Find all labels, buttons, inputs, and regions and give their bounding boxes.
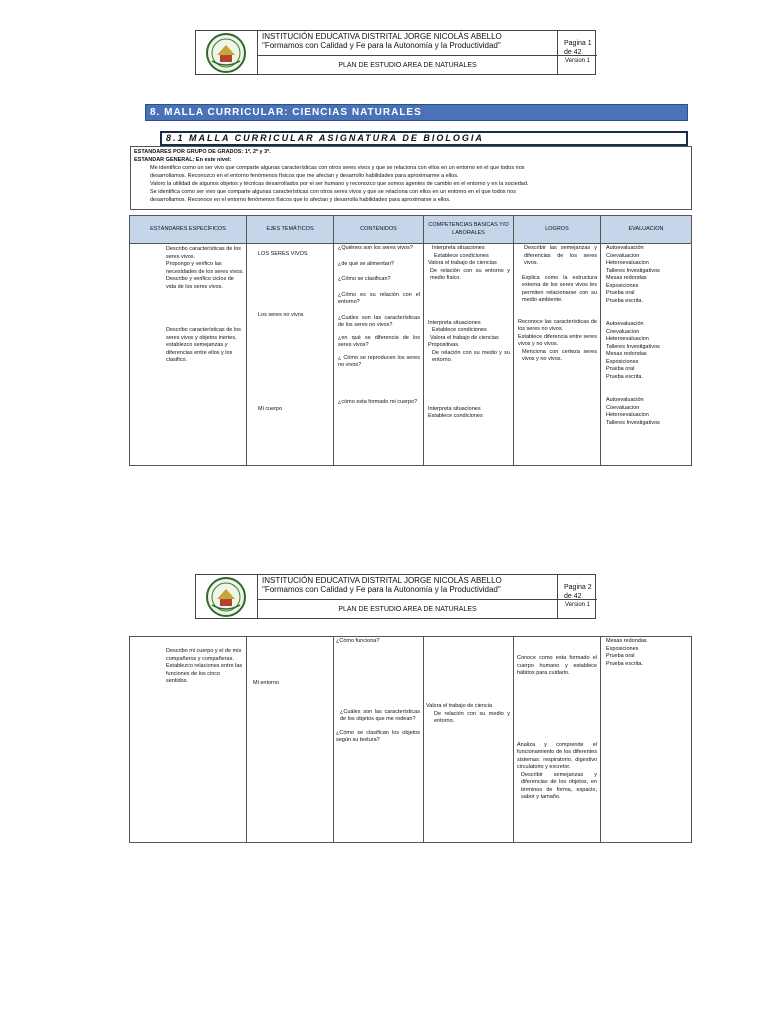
institution-motto: "Formamos con Calidad y Fe para la Autonomía y la Productividad" (262, 585, 501, 594)
axis-item: Los seres no vivos (258, 311, 304, 318)
table-header-row (130, 216, 692, 244)
evaluation-item: Talleres Investigativos (606, 343, 660, 350)
evaluation-item: Mesas redondas (606, 638, 647, 644)
achievement-item: Menciona con certeza seres vivos y no vivos. (522, 348, 597, 362)
evaluation-item: Coevaluacion (606, 252, 640, 259)
evaluation-item: Coevaluacion (606, 404, 640, 411)
standards-line: Valoro la utilidad de algunos objetos y técnicas desarrollados por el ser humano y reconozco que somos agentes de cambio en el entorno y en la sociedad. (150, 181, 529, 187)
achievement-item: Establece diferencia entre seres vivos y no vivos. (518, 333, 597, 347)
evaluation-item: Prueba oral (606, 653, 635, 659)
achievement-item: Explica como la estructura externa de los seres vivos les permiten relacionarse con su medio ambiente. (522, 274, 597, 303)
col-header: ESTÁNDARES ESPECÍFICOS (130, 216, 247, 244)
axis-item: Mi cuerpo (258, 406, 283, 412)
evaluation-item: Talleres Investigativos (606, 267, 660, 274)
contents-cell (334, 244, 424, 466)
evaluation-item: Exposiciones (606, 358, 639, 365)
contents-cell (334, 637, 424, 843)
page2-header (195, 574, 596, 619)
competency-item: De relación con su entorno y medio físico. (430, 267, 510, 281)
content-item: ¿cómo esta formado mi cuerpo? (338, 398, 418, 405)
axis-item: Mi entorno (253, 680, 279, 686)
standard-item: Describo características de los seres vivos y objetos inertes, establezco semejanzas y diferencias entre ellos y los clasifico. (166, 327, 241, 363)
achievement-item: Analiza y comprende el funcionamiento de los diferentes sistemas: respiratorio, digestivo circulatorio y excretor. (517, 741, 597, 770)
evaluation-cell (601, 244, 692, 466)
header-title-cell (258, 575, 557, 600)
competency-item: De relación con su medio y entorno. (434, 710, 510, 724)
evaluation-item: Talleres Investigativos (606, 419, 660, 426)
content-item: ¿ Cómo se reproducen los seres no vivos? (338, 354, 420, 368)
evaluation-item: Heteroevaluacion (606, 336, 649, 342)
plan-title: PLAN DE ESTUDIO AREA DE NATURALES (338, 606, 477, 613)
standard-item: Describo y verifico ciclos de vida de los seres vivos. (166, 276, 234, 290)
col-header: EJES TEMÁTICOS (247, 216, 334, 244)
school-crest-icon (196, 575, 256, 619)
school-logo-cell (196, 31, 258, 74)
evaluation-item: Mesas redondas (606, 275, 647, 281)
content-item: ¿Cómo funciona? (336, 638, 380, 644)
table-row (130, 637, 692, 843)
standards-line: Me identifico como un ser vivo que comparte algunas características con otros seres vivos y que se relaciona con ellos en un entorno en el que todos nos (150, 165, 525, 171)
section-8-title: 8. MALLA CURRICULAR: CIENCIAS NATURALES (145, 104, 688, 121)
evaluation-item: Coevaluacion (606, 328, 640, 335)
col-header: LOGROS (514, 216, 601, 244)
achievement-item: Describir semejanzas y diferencias de los objetos, en términos de forma, espacio, sabor y tamaño. (521, 771, 597, 800)
content-item: ¿Cuáles son las características de los objetos que me rodean? (340, 708, 420, 722)
standard-item: Describo mi cuerpo y el de mis compañeros y compañeras. (166, 648, 242, 662)
table-row (130, 244, 692, 466)
col-header: COMPETENCIAS BASICAS Y/O LABORALES (424, 216, 514, 244)
curriculum-table-page1 (129, 215, 692, 466)
evaluation-item: Prueba oral (606, 366, 635, 372)
plan-title: PLAN DE ESTUDIO AREA DE NATURALES (338, 62, 477, 69)
competency-item: Valora el trabajo de ciencia (426, 703, 492, 709)
school-logo-cell (196, 575, 258, 618)
competency-item: Interpreta situaciones (428, 405, 481, 412)
thematic-axes-cell (247, 244, 334, 466)
evaluation-item: Prueba escrita. (606, 373, 643, 380)
evaluation-item: Exposiciones (606, 645, 639, 652)
evaluation-item: Prueba escrita. (606, 297, 643, 304)
content-item: ¿Cuáles son las características de los seres no vivos? (338, 314, 420, 328)
version-label: Version 1 (557, 56, 597, 75)
standard-item: Describo características de los seres vivos. (166, 246, 241, 260)
competency-item: Establece condiciones (434, 252, 489, 259)
institution-motto: "Formamos con Calidad y Fe para la Autonomía y la Productividad" (262, 41, 501, 50)
content-item: ¿Cómo se clasifican los objetos según su textura? (336, 729, 420, 743)
standards-line: desarrollamos. Reconozco en el entorno fenómenos físicos que me afectan y desarrollo habilidades para aproximarme a ellos. (150, 173, 459, 179)
competency-item: Interpreta situaciones (432, 245, 485, 251)
col-header: EVALUACION (601, 216, 692, 244)
content-item: ¿de qué se alimentan? (338, 260, 394, 267)
evaluation-item: Heteroevaluacion (606, 412, 649, 418)
col-header: CONTENIDOS (334, 216, 424, 244)
competency-item: Establece condiciones (432, 327, 487, 333)
page-number: Pagina 1 de 42 (557, 31, 597, 56)
competencies-cell (424, 637, 514, 843)
competency-item: De relación con su medio y su entorno. (432, 349, 510, 363)
evaluation-item: Prueba oral (606, 290, 635, 296)
standard-item: Establezco relaciones entre las funciones de los cinco sentidos. (166, 663, 243, 684)
competency-item: Establece condiciones (428, 413, 483, 419)
specific-standards-cell (130, 244, 247, 466)
competency-item: Propositivas. (428, 342, 460, 348)
achievements-cell (514, 637, 601, 843)
evaluation-cell (601, 637, 692, 843)
standards-line: desarrollamos. Reconoce en el entorno fenómenos físicos que lo afectan y desarrolla habilidades para aproximarse a ellos. (150, 197, 451, 203)
competency-item: Interpreta situaciones (428, 319, 481, 326)
standards-line: Se identifica como ser vivo que comparte algunas características con otros seres vivos y que se relaciona con ellos en un entorno en el que todos nos (150, 189, 516, 195)
standards-general: ESTANDAR GENERAL: En este nivel: (134, 157, 232, 163)
standards-by-grade: ESTANDARES POR GRUPO DE GRADOS: 1º, 2º y 3º. (134, 149, 271, 155)
axis-item: LOS SERES VIVOS (258, 251, 308, 257)
achievement-item: Conoce como esta formado el cuerpo humano y establece hábitos para cuidarlo. (517, 655, 597, 676)
evaluation-item: Exposiciones (606, 282, 639, 289)
evaluation-item: Mesas redondas (606, 351, 647, 357)
curriculum-table-page2 (129, 636, 692, 843)
page-number: Pagina 2 de 42 (557, 575, 597, 600)
content-item: ¿Quiénes son los seres vivos? (338, 245, 413, 251)
evaluation-item: Heteroevaluacion (606, 260, 649, 266)
content-item: ¿Cómo es su relación con el entorno? (338, 291, 420, 305)
competency-item: Valora el trabajo de ciencias (430, 334, 499, 341)
competency-item: Valora el trabajo de ciencias (428, 260, 497, 266)
evaluation-item: Prueba escrita. (606, 660, 643, 667)
version-label: Version 1 (557, 600, 597, 619)
evaluation-item: Autoevaluación (606, 321, 644, 327)
achievement-item: Describir las semejanzas y diferencias de los seres vivos. (524, 245, 597, 266)
school-crest-icon (196, 31, 256, 75)
section-8-1-title: 8.1 MALLA CURRICULAR ASIGNATURA DE BIOLOGIA (160, 131, 688, 146)
specific-standards-cell (130, 637, 247, 843)
standards-box (130, 146, 692, 210)
header-title-cell (258, 31, 557, 56)
achievements-cell (514, 244, 601, 466)
institution-name: INSTITUCIÓN EDUCATIVA DISTRITAL JORGE NICOLÁS ABELLO (262, 576, 502, 585)
thematic-axes-cell (247, 637, 334, 843)
content-item: ¿en qué se diferencia de los seres vivos? (338, 334, 420, 348)
achievement-item: Reconoce las características de los seres no vivos. (518, 318, 597, 332)
competencies-cell (424, 244, 514, 466)
evaluation-item: Autoevaluación (606, 397, 644, 403)
institution-name: INSTITUCIÓN EDUCATIVA DISTRITAL JORGE NICOLÁS ABELLO (262, 32, 502, 41)
standard-item: Propongo y verifico las necesidades de los seres vivos. (166, 261, 244, 275)
content-item: ¿Cómo se clasifican? (338, 276, 391, 282)
evaluation-item: Autoevaluación (606, 245, 644, 251)
page1-header (195, 30, 596, 75)
